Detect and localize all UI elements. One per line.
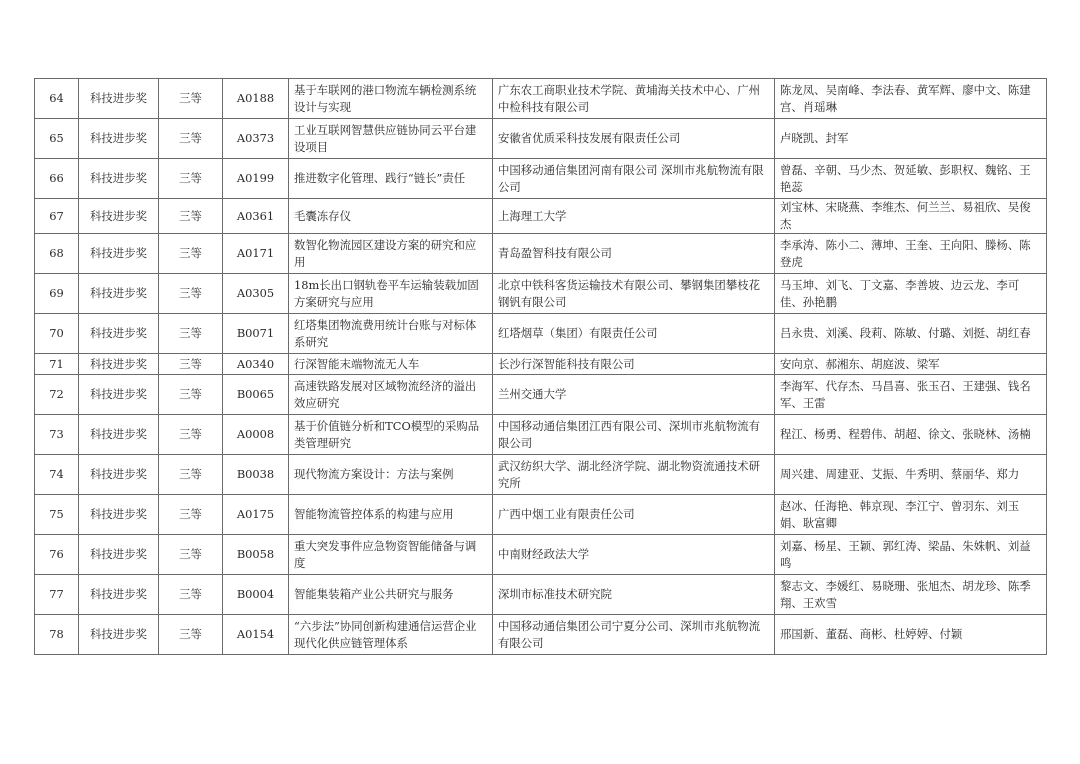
organization-cell: 广东农工商职业技术学院、黄埔海关技术中心、广州中检科技有限公司 [493, 79, 775, 119]
table-row [35, 234, 1047, 274]
row-number-cell: 70 [35, 314, 79, 354]
row-number-cell: 71 [35, 354, 79, 375]
table-row [35, 314, 1047, 354]
project-name-cell: 毛囊冻存仪 [289, 199, 493, 234]
award-type-cell: 科技进步奖 [79, 495, 159, 535]
project-name-cell: 重大突发事件应急物资智能储备与调度 [289, 535, 493, 575]
row-number-cell: 73 [35, 415, 79, 455]
table-row [35, 615, 1047, 655]
table-row [35, 535, 1047, 575]
project-code-cell: B0038 [223, 455, 289, 495]
table-row [35, 119, 1047, 159]
organization-cell: 深圳市标准技术研究院 [493, 575, 775, 615]
award-type-cell: 科技进步奖 [79, 274, 159, 314]
award-grade-cell: 三等 [159, 535, 223, 575]
contributors-cell: 邢国新、董磊、商彬、杜婷婷、付颖 [775, 615, 1047, 655]
contributors-cell: 卢晓凯、封军 [775, 119, 1047, 159]
contributors-cell: 李海军、代存杰、马昌喜、张玉召、王建强、钱名军、王雷 [775, 375, 1047, 415]
award-grade-cell: 三等 [159, 159, 223, 199]
contributors-cell: 安向京、郝湘东、胡庭波、梁军 [775, 354, 1047, 375]
project-name-cell: 数智化物流园区建设方案的研究和应用 [289, 234, 493, 274]
contributors-cell: 马玉坤、刘飞、丁文嘉、李善坡、边云龙、李可佳、孙艳鹏 [775, 274, 1047, 314]
award-grade-cell: 三等 [159, 615, 223, 655]
organization-cell: 兰州交通大学 [493, 375, 775, 415]
project-name-cell: “六步法”协同创新构建通信运营企业现代化供应链管理体系 [289, 615, 493, 655]
row-number-cell: 74 [35, 455, 79, 495]
project-name-cell: 行深智能末端物流无人车 [289, 354, 493, 375]
award-grade-cell: 三等 [159, 234, 223, 274]
project-name-cell: 基于车联网的港口物流车辆检测系统设计与实现 [289, 79, 493, 119]
project-name-cell: 现代物流方案设计：方法与案例 [289, 455, 493, 495]
project-name-cell: 红塔集团物流费用统计台账与对标体系研究 [289, 314, 493, 354]
organization-cell: 北京中铁科客货运输技术有限公司、攀钢集团攀枝花钢钒有限公司 [493, 274, 775, 314]
award-type-cell: 科技进步奖 [79, 375, 159, 415]
organization-cell: 上海理工大学 [493, 199, 775, 234]
award-type-cell: 科技进步奖 [79, 314, 159, 354]
project-name-cell: 高速铁路发展对区域物流经济的溢出效应研究 [289, 375, 493, 415]
table-row [35, 199, 1047, 234]
organization-cell: 安徽省优质采科技发展有限责任公司 [493, 119, 775, 159]
project-code-cell: A0361 [223, 199, 289, 234]
award-type-cell: 科技进步奖 [79, 119, 159, 159]
project-code-cell: A0305 [223, 274, 289, 314]
award-type-cell: 科技进步奖 [79, 615, 159, 655]
project-name-cell: 智能物流管控体系的构建与应用 [289, 495, 493, 535]
row-number-cell: 72 [35, 375, 79, 415]
row-number-cell: 64 [35, 79, 79, 119]
contributors-cell: 吕永贵、刘溪、段莉、陈敏、付璐、刘挺、胡红春 [775, 314, 1047, 354]
award-grade-cell: 三等 [159, 79, 223, 119]
table-row [35, 455, 1047, 495]
row-number-cell: 67 [35, 199, 79, 234]
project-name-cell: 基于价值链分析和TCO模型的采购品类管理研究 [289, 415, 493, 455]
award-table [34, 78, 1047, 655]
contributors-cell: 黎志文、李媛红、易晓珊、张旭杰、胡龙珍、陈季翔、王欢雪 [775, 575, 1047, 615]
contributors-cell: 赵冰、任海艳、韩京现、李江宁、曾羽东、刘玉娟、耿富卿 [775, 495, 1047, 535]
award-grade-cell: 三等 [159, 575, 223, 615]
row-number-cell: 76 [35, 535, 79, 575]
award-grade-cell: 三等 [159, 455, 223, 495]
project-code-cell: B0071 [223, 314, 289, 354]
project-name-cell: 工业互联网智慧供应链协同云平台建设项目 [289, 119, 493, 159]
organization-cell: 中国移动通信集团江西有限公司、深圳市兆航物流有限公司 [493, 415, 775, 455]
organization-cell: 中国移动通信集团公司宁夏分公司、深圳市兆航物流有限公司 [493, 615, 775, 655]
contributors-cell: 刘嘉、杨星、王颖、郭红涛、梁晶、朱姝帆、刘益鸣 [775, 535, 1047, 575]
award-type-cell: 科技进步奖 [79, 535, 159, 575]
contributors-cell: 陈龙凤、吴南峰、李法春、黄军辉、廖中文、陈建宫、肖瑶琳 [775, 79, 1047, 119]
project-name-cell: 18m长出口钢轨卷平车运输装载加固方案研究与应用 [289, 274, 493, 314]
project-name-cell: 智能集装箱产业公共研究与服务 [289, 575, 493, 615]
project-code-cell: A0188 [223, 79, 289, 119]
award-type-cell: 科技进步奖 [79, 159, 159, 199]
award-grade-cell: 三等 [159, 495, 223, 535]
project-code-cell: B0004 [223, 575, 289, 615]
project-code-cell: A0199 [223, 159, 289, 199]
contributors-cell: 刘宝林、宋晓燕、李维杰、何兰兰、易祖欣、吴俊杰 [775, 199, 1047, 234]
row-number-cell: 68 [35, 234, 79, 274]
table-row [35, 375, 1047, 415]
award-type-cell: 科技进步奖 [79, 354, 159, 375]
row-number-cell: 78 [35, 615, 79, 655]
project-name-cell: 推进数字化管理、践行“链长”责任 [289, 159, 493, 199]
award-grade-cell: 三等 [159, 354, 223, 375]
award-grade-cell: 三等 [159, 119, 223, 159]
award-grade-cell: 三等 [159, 314, 223, 354]
project-code-cell: A0340 [223, 354, 289, 375]
award-grade-cell: 三等 [159, 375, 223, 415]
project-code-cell: A0171 [223, 234, 289, 274]
award-type-cell: 科技进步奖 [79, 575, 159, 615]
table-row [35, 159, 1047, 199]
table-row [35, 274, 1047, 314]
award-type-cell: 科技进步奖 [79, 79, 159, 119]
project-code-cell: A0008 [223, 415, 289, 455]
award-table-body [35, 79, 1047, 655]
row-number-cell: 77 [35, 575, 79, 615]
award-grade-cell: 三等 [159, 415, 223, 455]
contributors-cell: 李承涛、陈小二、薄坤、王奎、王向阳、滕杨、陈登虎 [775, 234, 1047, 274]
organization-cell: 中南财经政法大学 [493, 535, 775, 575]
table-row [35, 79, 1047, 119]
table-row [35, 575, 1047, 615]
contributors-cell: 周兴建、周建亚、艾振、牛秀明、蔡丽华、郑力 [775, 455, 1047, 495]
award-grade-cell: 三等 [159, 274, 223, 314]
organization-cell: 青岛盈智科技有限公司 [493, 234, 775, 274]
project-code-cell: A0175 [223, 495, 289, 535]
award-type-cell: 科技进步奖 [79, 234, 159, 274]
table-row [35, 415, 1047, 455]
organization-cell: 广西中烟工业有限责任公司 [493, 495, 775, 535]
award-type-cell: 科技进步奖 [79, 415, 159, 455]
table-row [35, 354, 1047, 375]
row-number-cell: 69 [35, 274, 79, 314]
row-number-cell: 65 [35, 119, 79, 159]
award-type-cell: 科技进步奖 [79, 199, 159, 234]
row-number-cell: 66 [35, 159, 79, 199]
contributors-cell: 曾磊、辛朝、马少杰、贺延敏、彭职权、魏铭、王艳蕊 [775, 159, 1047, 199]
organization-cell: 武汉纺织大学、湖北经济学院、湖北物资流通技术研究所 [493, 455, 775, 495]
row-number-cell: 75 [35, 495, 79, 535]
project-code-cell: A0373 [223, 119, 289, 159]
organization-cell: 红塔烟草（集团）有限责任公司 [493, 314, 775, 354]
project-code-cell: B0058 [223, 535, 289, 575]
award-type-cell: 科技进步奖 [79, 455, 159, 495]
contributors-cell: 程江、杨勇、程碧伟、胡超、徐文、张晓林、汤楠 [775, 415, 1047, 455]
table-row [35, 495, 1047, 535]
award-grade-cell: 三等 [159, 199, 223, 234]
organization-cell: 长沙行深智能科技有限公司 [493, 354, 775, 375]
project-code-cell: B0065 [223, 375, 289, 415]
project-code-cell: A0154 [223, 615, 289, 655]
organization-cell: 中国移动通信集团河南有限公司 深圳市兆航物流有限公司 [493, 159, 775, 199]
